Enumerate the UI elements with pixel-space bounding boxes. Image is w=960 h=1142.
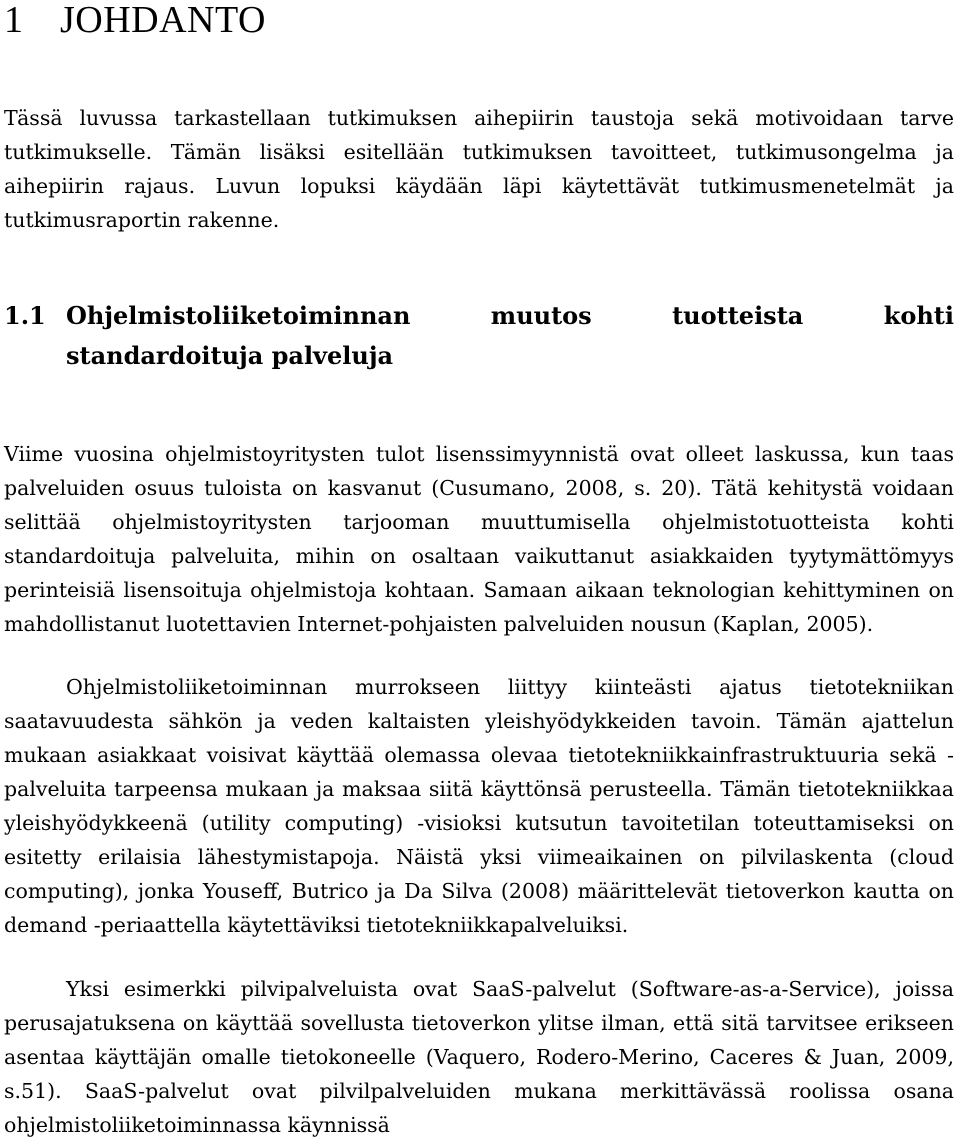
body-paragraph-3: Yksi esimerkki pilvipalveluista ovat SaaS-palvelut (Software-as-a-Service), joissa perusajatuksena on käyttää sovellusta tietoverkon ylitse ilman, että sitä tarvitsee erikseen asentaa käyttäjän omalle tietokoneelle (Vaquero, Rodero-Merino, Caceres & Juan, 2009, s.51). SaaS-palvelut ovat pilvilpalveluiden mukana merkittävässä roolissa osana ohjelmistoliiketoiminnassa käynnissä: [4, 977, 954, 1137]
section-number: 1.1: [4, 301, 46, 330]
section-title-word: Ohjelmistoliiketoiminnan: [66, 301, 411, 330]
intro-paragraph: Tässä luvussa tarkastellaan tutkimuksen aihepiirin taustoja sekä motivoidaan tarve tutkimukselle. Tämän lisäksi esitellään tutkimuksen tavoitteet, tutkimusongelma ja aihepiirin rajaus. Luvun lopuksi käydään läpi käytettävät tutkimusmenetelmät ja tutkimusraportin rakenne.: [4, 106, 954, 232]
section-title-line2: standardoituja palveluja: [66, 341, 394, 370]
body-paragraph-2: Ohjelmistoliiketoiminnan murrokseen liittyy kiinteästi ajatus tietotekniikan saatavuudesta sähkön ja veden kaltaisten yleishyödykkeiden tavoin. Tämän ajattelun mukaan asiakkaat voisivat käyttää olemassa olevaa tietotekniikkainfrastruktuuria sekä -palveluita tarpeensa mukaan ja maksaa siitä käyttönsä perusteella. Tämän tietotekniikkaa yleishyödykkeenä (utility computing) -visioksi kutsutun tavoitetilan toteuttamiseksi on esitetty erilaisia lähestymistapoja. Näistä yksi viimeaikainen on pilvilaskenta (cloud computing), jonka Youseff, Butrico ja Da Silva (2008) määrittelevät tietoverkon kautta on demand -periaattella käytettäviksi tietotekniikkapalveluiksi.: [4, 675, 954, 937]
chapter-title: JOHDANTO: [60, 0, 266, 41]
chapter-number: 1: [4, 0, 24, 41]
chapter-heading: [4, 0, 266, 42]
section-title-word: kohti: [883, 301, 954, 330]
section-title-word: muutos: [490, 301, 592, 330]
body-paragraph-1: Viime vuosina ohjelmistoyritysten tulot lisenssimyynnistä ovat olleet laskussa, kun taas palveluiden osuus tuloista on kasvanut (Cusumano, 2008, s. 20). Tätä kehitystä voidaan selittää ohjelmistoyritysten tarjooman muuttumisella ohjelmistotuotteista kohti standardoituja palveluita, mihin on osaltaan vaikuttanut asiakkaiden tyytymättömyys perinteisiä lisensoituja ohjelmistoja kohtaan. Samaan aikaan teknologian kehittyminen on mahdollistanut luotettavien Internet-pohjaisten palveluiden nousun (Kaplan, 2005).: [4, 442, 954, 636]
section-heading: [4, 296, 954, 376]
section-title-word: tuotteista: [672, 301, 804, 330]
